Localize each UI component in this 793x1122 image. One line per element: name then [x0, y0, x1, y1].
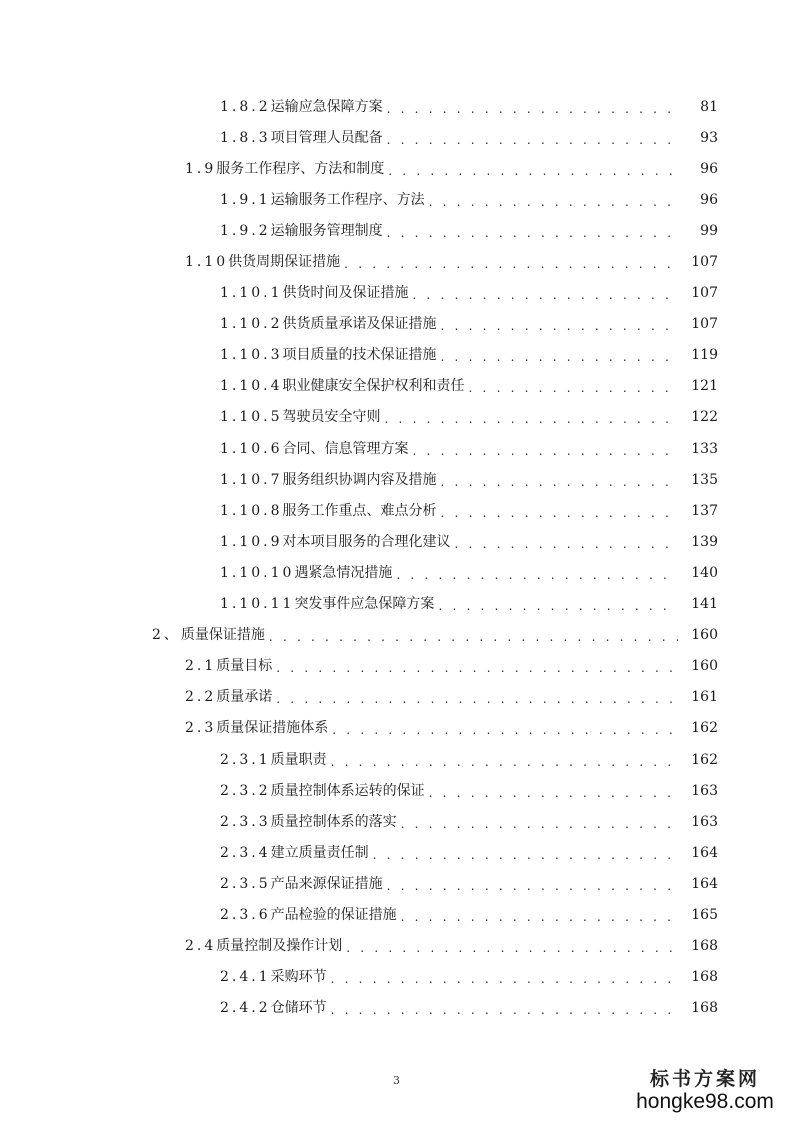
toc-dot-leader [373, 849, 678, 861]
toc-entry-page: 140 [691, 564, 718, 581]
toc-entry-page: 122 [691, 409, 718, 426]
toc-entry[interactable] [0, 868, 793, 899]
toc-dot-leader [331, 973, 678, 985]
toc-entry-page: 168 [691, 1000, 718, 1017]
toc-entry-number: 1.10.10 [220, 564, 295, 581]
toc-entry-number: 1.10.6 [220, 440, 283, 457]
toc-entry-page: 81 [700, 98, 718, 115]
toc-dot-leader [429, 196, 678, 208]
toc-entry[interactable] [0, 278, 793, 309]
toc-entry-number: 2.3.5 [220, 875, 271, 892]
toc-entry-page: 168 [691, 938, 718, 955]
toc-entry-title: 供货质量承诺及保证措施 [282, 316, 437, 333]
toc-entry[interactable] [0, 215, 793, 246]
toc-entry[interactable] [0, 713, 793, 744]
toc-entry-page: 162 [691, 751, 718, 768]
toc-entry-number: 1.8.3 [220, 129, 271, 146]
toc-entry[interactable] [0, 837, 793, 868]
toc-entry-page: 99 [700, 222, 718, 239]
toc-entry-title: 仓储环节 [270, 1000, 327, 1017]
toc-entry-number: 1.9.2 [220, 222, 271, 239]
toc-dot-leader [387, 134, 678, 146]
toc-entry-number: 1.10.7 [220, 471, 283, 488]
toc-entry-number: 2.3.3 [220, 813, 271, 830]
toc-entry-page: 164 [691, 875, 718, 892]
toc-dot-leader [438, 600, 678, 612]
toc-entry-page: 160 [691, 627, 718, 644]
toc-entry-page: 164 [691, 844, 718, 861]
toc-dot-leader [269, 631, 678, 643]
toc-entry-title: 服务工作程序、方法和制度 [216, 160, 385, 177]
toc-entry[interactable] [0, 744, 793, 775]
watermark-title: 标书方案网 [649, 1068, 760, 1090]
toc-entry-page: 162 [691, 720, 718, 737]
watermark-logo [629, 1064, 781, 1114]
toc-dot-leader [387, 880, 678, 892]
toc-entry[interactable] [0, 246, 793, 277]
toc-dot-leader [332, 724, 678, 736]
toc-entry-number: 2.4 [185, 938, 217, 955]
toc-dot-leader [455, 538, 678, 550]
toc-entry-number: 1.10.1 [220, 285, 283, 302]
toc-dot-leader [344, 258, 678, 270]
toc-entry-page: 141 [691, 596, 718, 613]
toc-entry[interactable] [0, 309, 793, 340]
toc-entry-title: 驾驶员安全守则 [282, 409, 381, 426]
toc-entry-title: 质量保证措施体系 [216, 720, 329, 737]
toc-entry-page: 160 [691, 658, 718, 675]
toc-entry-number: 2.1 [185, 658, 217, 675]
toc-dot-leader [469, 382, 678, 394]
toc-entry-title: 质量控制体系的落实 [270, 813, 397, 830]
toc-dot-leader [441, 320, 678, 332]
toc-dot-leader [388, 165, 678, 177]
toc-entry-number: 1.10.9 [220, 533, 283, 550]
toc-entry-number: 1.10.5 [220, 409, 283, 426]
toc-entry[interactable] [0, 91, 793, 122]
toc-entry-title: 职业健康安全保护权利和责任 [282, 378, 465, 395]
toc-dot-leader [276, 662, 678, 674]
toc-entry-page: 96 [700, 160, 718, 177]
toc-entry[interactable] [0, 464, 793, 495]
toc-dot-leader [396, 569, 678, 581]
toc-entry-number: 1.9 [185, 160, 217, 177]
toc-entry[interactable] [0, 402, 793, 433]
toc-entry-number: 2.4.1 [220, 969, 271, 986]
toc-entry-page: 107 [691, 285, 718, 302]
toc-entry-page: 133 [691, 440, 718, 457]
toc-entry-title: 遇紧急情况措施 [294, 564, 393, 581]
toc-entry[interactable] [0, 153, 793, 184]
page-number: 3 [393, 1074, 400, 1087]
toc-entry[interactable] [0, 993, 793, 1024]
toc-entry-title: 合同、信息管理方案 [282, 440, 409, 457]
toc-entry[interactable] [0, 433, 793, 464]
toc-entry[interactable] [0, 495, 793, 526]
toc-dot-leader [276, 693, 678, 705]
toc-entry-title: 质量保证措施 [180, 627, 265, 644]
toc-entry-number: 1.10.2 [220, 316, 283, 333]
toc-entry-title: 供货时间及保证措施 [282, 285, 409, 302]
toc-entry-page: 96 [700, 191, 718, 208]
toc-entry-number: 2.3.6 [220, 906, 271, 923]
toc-entry-title: 建立质量责任制 [270, 844, 369, 861]
toc-dot-leader [387, 227, 678, 239]
toc-dot-leader [401, 818, 678, 830]
toc-entry-number: 2、 [152, 627, 181, 644]
toc-entry-page: 161 [691, 689, 718, 706]
toc-entry-page: 163 [691, 782, 718, 799]
toc-dot-leader [413, 289, 678, 301]
watermark-url: hongke98.com [636, 1090, 774, 1113]
toc-entry-title: 质量控制及操作计划 [216, 938, 343, 955]
toc-entry-page: 137 [691, 502, 718, 519]
toc-entry-number: 1.10 [185, 254, 229, 271]
toc-entry-title: 供货周期保证措施 [228, 254, 341, 271]
toc-entry-title: 质量职责 [270, 751, 327, 768]
toc-dot-leader [385, 413, 678, 425]
toc-entry-title: 产品检验的保证措施 [270, 906, 397, 923]
toc-entry-number: 1.9.1 [220, 191, 271, 208]
toc-entry-title: 项目管理人员配备 [270, 129, 383, 146]
toc-entry-title: 运输服务管理制度 [270, 222, 383, 239]
toc-dot-leader [331, 1004, 678, 1016]
toc-entry[interactable] [0, 682, 793, 713]
toc-entry[interactable] [0, 340, 793, 371]
toc-entry[interactable] [0, 899, 793, 930]
toc-entry-page: 107 [691, 254, 718, 271]
toc-entry[interactable] [0, 526, 793, 557]
toc-dot-leader [413, 445, 678, 457]
toc-dot-leader [441, 476, 678, 488]
toc-entry[interactable] [0, 651, 793, 682]
toc-entry[interactable] [0, 184, 793, 215]
toc-entry-title: 质量目标 [216, 658, 273, 675]
toc-entry-page: 165 [691, 906, 718, 923]
toc-entry[interactable] [0, 962, 793, 993]
toc-entry-number: 2.3 [185, 720, 217, 737]
toc-dot-leader [346, 942, 678, 954]
toc-entry-number: 1.10.3 [220, 347, 283, 364]
toc-entry[interactable] [0, 589, 793, 620]
toc-entry-title: 质量承诺 [216, 689, 273, 706]
table-of-contents [0, 91, 793, 1024]
toc-entry-page: 107 [691, 316, 718, 333]
toc-entry-number: 2.3.4 [220, 844, 271, 861]
toc-entry-title: 采购环节 [270, 969, 327, 986]
toc-entry-title: 服务组织协调内容及措施 [282, 471, 437, 488]
toc-entry-number: 2.3.2 [220, 782, 271, 799]
toc-entry-number: 2.2 [185, 689, 217, 706]
toc-entry-page: 139 [691, 533, 718, 550]
toc-entry-title: 项目质量的技术保证措施 [282, 347, 437, 364]
toc-entry-number: 1.10.11 [220, 596, 295, 613]
toc-dot-leader [441, 351, 678, 363]
toc-entry[interactable] [0, 371, 793, 402]
toc-entry-page: 135 [691, 471, 718, 488]
toc-entry-number: 2.3.1 [220, 751, 271, 768]
toc-dot-leader [429, 787, 678, 799]
toc-entry[interactable] [0, 122, 793, 153]
toc-entry-title: 质量控制体系运转的保证 [270, 782, 425, 799]
toc-entry-number: 2.4.2 [220, 1000, 271, 1017]
toc-entry[interactable] [0, 620, 793, 651]
toc-entry[interactable] [0, 931, 793, 962]
toc-entry-page: 119 [691, 347, 718, 364]
toc-dot-leader [387, 103, 678, 115]
toc-entry-number: 1.8.2 [220, 98, 271, 115]
toc-entry-title: 突发事件应急保障方案 [294, 596, 435, 613]
toc-entry-page: 163 [691, 813, 718, 830]
toc-entry-page: 168 [691, 969, 718, 986]
toc-entry[interactable] [0, 557, 793, 588]
toc-entry-title: 运输应急保障方案 [270, 98, 383, 115]
toc-entry-number: 1.10.8 [220, 502, 283, 519]
toc-entry-page: 121 [691, 378, 718, 395]
toc-dot-leader [441, 507, 678, 519]
toc-entry[interactable] [0, 775, 793, 806]
toc-dot-leader [331, 756, 678, 768]
toc-entry-page: 93 [700, 129, 718, 146]
toc-entry[interactable] [0, 806, 793, 837]
toc-entry-title: 服务工作重点、难点分析 [282, 502, 437, 519]
toc-entry-title: 产品来源保证措施 [270, 875, 383, 892]
toc-entry-title: 运输服务工作程序、方法 [270, 191, 425, 208]
toc-dot-leader [401, 911, 678, 923]
toc-entry-number: 1.10.4 [220, 378, 283, 395]
toc-entry-title: 对本项目服务的合理化建议 [282, 533, 451, 550]
